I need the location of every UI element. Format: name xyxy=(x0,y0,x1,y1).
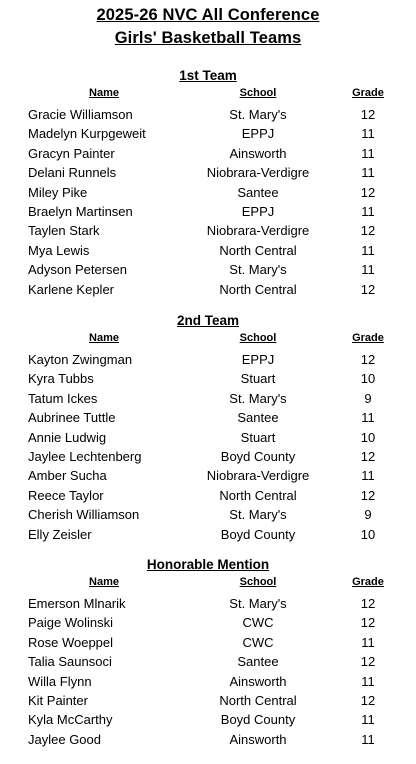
document-title-line2: Girls' Basketball Teams xyxy=(114,29,302,47)
player-grade: 11 xyxy=(361,262,375,278)
player-row xyxy=(0,202,416,221)
player-name: Mya Lewis xyxy=(28,242,90,258)
player-grade: 12 xyxy=(360,352,376,367)
player-grade: 11 xyxy=(361,242,375,258)
player-row xyxy=(0,369,416,388)
player-row xyxy=(0,525,416,544)
player-grade: 11 xyxy=(361,712,375,728)
player-grade: 12 xyxy=(360,615,376,631)
player-row xyxy=(0,652,416,671)
player-grade: 10 xyxy=(360,526,376,542)
player-school: Santee xyxy=(237,654,279,670)
player-grade: 11 xyxy=(361,731,375,747)
player-school: Boyd County xyxy=(220,712,296,728)
player-name: Adyson Petersen xyxy=(28,262,128,278)
player-grade: 11 xyxy=(361,410,375,426)
player-school: EPPJ xyxy=(241,352,275,367)
player-name: Talia Saunsoci xyxy=(28,654,112,670)
document-title-line1: 2025-26 NVC All Conference xyxy=(96,6,320,24)
player-name: Paige Wolinski xyxy=(28,615,114,631)
player-list xyxy=(0,594,416,749)
player-grade: 9 xyxy=(364,390,372,406)
player-name: Emerson Mlnarik xyxy=(28,596,126,611)
player-name: Kayton Zwingman xyxy=(28,352,133,367)
player-grade: 12 xyxy=(360,692,376,708)
player-name: Gracyn Painter xyxy=(28,145,115,161)
player-grade: 11 xyxy=(361,468,375,484)
player-row xyxy=(0,389,416,408)
column-header-grade: Grade xyxy=(352,576,384,588)
player-school: Stuart xyxy=(240,371,276,387)
player-name: Aubrinee Tuttle xyxy=(28,410,116,426)
player-grade: 9 xyxy=(364,507,372,523)
player-name: Annie Ludwig xyxy=(28,429,107,445)
player-row xyxy=(0,280,416,299)
player-school: North Central xyxy=(219,242,297,258)
player-school: Stuart xyxy=(240,429,276,445)
player-row xyxy=(0,613,416,632)
player-row xyxy=(0,691,416,710)
player-list xyxy=(0,105,416,299)
player-grade: 12 xyxy=(360,281,376,297)
player-row xyxy=(0,486,416,505)
player-name: Karlene Kepler xyxy=(28,281,114,297)
column-header-name: Name xyxy=(89,332,119,344)
section-title: 2nd Team xyxy=(176,313,239,328)
player-school: Santee xyxy=(237,410,279,426)
player-name: Taylen Stark xyxy=(28,223,100,239)
player-row xyxy=(0,144,416,163)
player-grade: 12 xyxy=(360,448,376,464)
section-title: Honorable Mention xyxy=(146,557,270,572)
player-row xyxy=(0,594,416,613)
player-name: Cherish Williamson xyxy=(28,507,140,523)
player-grade: 12 xyxy=(360,107,376,122)
player-row xyxy=(0,633,416,652)
player-name: Miley Pike xyxy=(28,184,88,200)
player-row xyxy=(0,710,416,729)
player-row xyxy=(0,183,416,202)
player-grade: 11 xyxy=(361,145,375,161)
player-grade: 11 xyxy=(361,165,375,181)
player-list xyxy=(0,350,416,544)
player-name: Reece Taylor xyxy=(28,487,104,503)
column-header-school: School xyxy=(239,332,277,344)
player-row xyxy=(0,350,416,369)
player-grade: 12 xyxy=(360,487,376,503)
player-grade: 11 xyxy=(361,634,375,650)
player-school: Ainsworth xyxy=(229,673,287,689)
player-school: St. Mary's xyxy=(229,390,287,406)
player-name: Delani Runnels xyxy=(28,165,117,181)
player-grade: 11 xyxy=(361,126,375,142)
player-school: EPPJ xyxy=(241,126,275,142)
player-school: St. Mary's xyxy=(229,262,287,278)
player-name: Jaylee Good xyxy=(28,731,101,747)
player-school: Niobrara-Verdigre xyxy=(206,468,310,484)
player-row xyxy=(0,260,416,279)
player-school: Boyd County xyxy=(220,526,296,542)
player-name: Braelyn Martinsen xyxy=(28,203,133,219)
player-name: Jaylee Lechtenberg xyxy=(28,448,142,464)
player-name: Tatum Ickes xyxy=(28,390,98,406)
player-grade: 10 xyxy=(360,371,376,387)
player-name: Rose Woeppel xyxy=(28,634,114,650)
player-grade: 12 xyxy=(360,654,376,670)
player-grade: 12 xyxy=(360,184,376,200)
player-school: North Central xyxy=(219,487,297,503)
player-row xyxy=(0,730,416,749)
player-school: St. Mary's xyxy=(229,596,287,611)
player-school: Niobrara-Verdigre xyxy=(206,223,310,239)
player-school: North Central xyxy=(219,692,297,708)
player-row xyxy=(0,221,416,240)
player-name: Elly Zeisler xyxy=(28,526,92,542)
player-name: Amber Sucha xyxy=(28,468,107,484)
player-grade: 11 xyxy=(361,203,375,219)
player-row xyxy=(0,163,416,182)
column-header-school: School xyxy=(239,576,277,588)
player-school: Santee xyxy=(237,184,279,200)
player-school: Boyd County xyxy=(220,448,296,464)
column-header-name: Name xyxy=(89,87,119,99)
player-row xyxy=(0,105,416,124)
player-grade: 11 xyxy=(361,673,375,689)
player-row xyxy=(0,408,416,427)
player-name: Kit Painter xyxy=(28,692,88,708)
player-school: St. Mary's xyxy=(229,507,287,523)
player-row xyxy=(0,505,416,524)
player-name: Kyla McCarthy xyxy=(28,712,113,728)
player-grade: 10 xyxy=(360,429,376,445)
player-name: Willa Flynn xyxy=(28,673,92,689)
player-school: Niobrara-Verdigre xyxy=(206,165,310,181)
column-header-grade: Grade xyxy=(352,332,384,344)
column-header-name: Name xyxy=(89,576,119,588)
column-header-grade: Grade xyxy=(352,87,384,99)
player-name: Gracie Williamson xyxy=(28,107,133,122)
player-row xyxy=(0,672,416,691)
player-grade: 12 xyxy=(360,223,376,239)
player-name: Kyra Tubbs xyxy=(28,371,94,387)
player-row xyxy=(0,241,416,260)
player-school: Ainsworth xyxy=(229,731,287,747)
player-row xyxy=(0,447,416,466)
player-row xyxy=(0,466,416,485)
player-school: CWC xyxy=(242,634,274,650)
player-grade: 12 xyxy=(360,596,376,611)
player-school: CWC xyxy=(242,615,274,631)
column-header-school: School xyxy=(239,87,277,99)
player-row xyxy=(0,124,416,143)
player-school: St. Mary's xyxy=(229,107,287,122)
section-title: 1st Team xyxy=(179,68,237,83)
player-school: North Central xyxy=(219,281,297,297)
player-school: Ainsworth xyxy=(229,145,287,161)
player-school: EPPJ xyxy=(241,203,275,219)
player-name: Madelyn Kurpgeweit xyxy=(28,126,146,142)
player-row xyxy=(0,428,416,447)
